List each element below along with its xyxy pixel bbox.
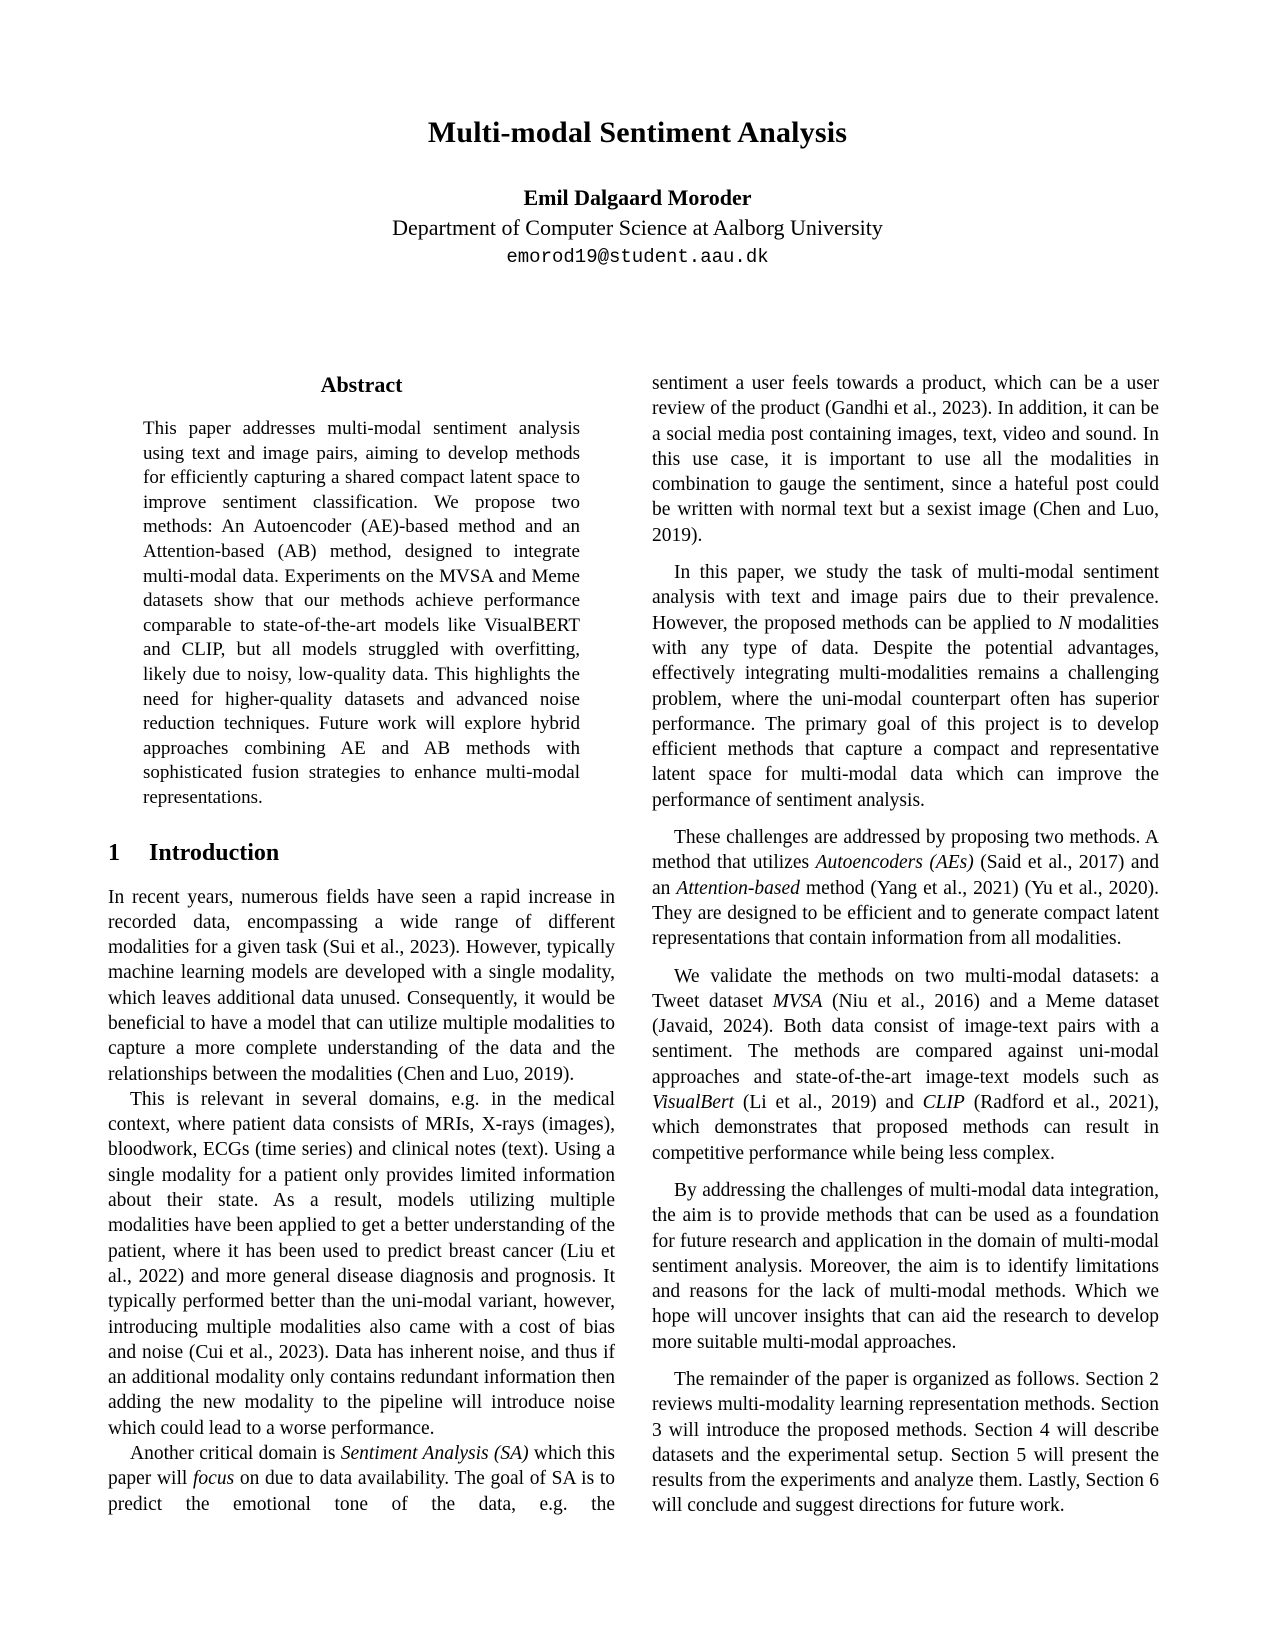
text-run: modalities with any type of data. Despite the potential advantages, effectively integrating multi-modalities remains a challenging problem, where the uni-modal counterpart often has superior performance. The primary goal of this project is to develop efficient methods that capture a compact and representative latent space for multi-modal data which can improve the performance of sentiment analysis. (652, 612, 1159, 811)
left-column (108, 372, 615, 1517)
text-run: These challenges are addressed by proposing two methods. A method that utilizes (652, 827, 1159, 874)
text-run: By addressing the challenges of multi-modal data integration, the aim is to provide methods that can be used as a foundation for future research and application in the domain of multi-modal sentiment analysis. Moreover, the aim is to identify limitations and reasons for the lack of multi-modal methods. Which we hope will uncover insights that can aid the research to develop more suitable multi-modal approaches. (652, 1179, 1159, 1353)
emphasized-text: N (1058, 612, 1072, 634)
text-run: on due to data availability. The goal of SA is to predict the emotional tone of the data, e.g. the (108, 1468, 616, 1515)
intro-paragraph-1 (108, 885, 615, 1087)
emphasized-text: VisualBert (652, 1092, 734, 1114)
intro-paragraph-8 (652, 1367, 1159, 1519)
author-affiliation: Department of Computer Science at Aalborg University (392, 215, 883, 240)
text-run: In recent years, numerous fields have seen a rapid increase in recorded data, encompassing a wide range of different modalities for a given task (Sui et al., 2023). However, typically machine learning models are developed with a single modality, which leaves additional data unused. Consequently, it would be beneficial to have a model that can utilize multiple modalities to capture a more complete understanding of the data and the relationships between the modalities (Chen and Luo, 2019). (108, 886, 615, 1085)
emphasized-text: CLIP (922, 1092, 965, 1114)
text-run: method (Yang et al., 2021) (Yu et al., 2020). They are designed to be efficient and to generate compact latent representations that contain information from all modalities. (652, 877, 1160, 950)
intro-paragraph-4 (652, 560, 1159, 813)
intro-paragraph-3 (108, 1441, 615, 1517)
text-run: We validate the methods on two multi-modal datasets: a Tweet dataset (652, 965, 1159, 1012)
author-email: emorod19@student.aau.dk (506, 246, 769, 268)
text-run: (Radford et al., 2021), which demonstrates that proposed methods can result in competitive performance while being less complex. (652, 1092, 1159, 1164)
section-1-number: 1 (108, 839, 120, 866)
text-run: which this paper will (108, 1443, 615, 1490)
section-1-title: Introduction (149, 839, 280, 866)
abstract-text: This paper addresses multi-modal sentiment analysis using text and image pairs, aiming to develop methods for efficiently capturing a shared compact latent space to improve sentiment classification. We propose two methods: An Autoencoder (AE)-based method and an Attention-based (AB) method, designed to integrate multi-modal data. Experiments on the MVSA and Meme datasets show that our methods achieve performance comparable to state-of-the-art models like VisualBERT and CLIP, but all models struggled with overfitting, likely due to noisy, low-quality data. This highlights the need for higher-quality datasets and advanced noise reduction techniques. Future work will explore hybrid approaches combining AE and AB methods with sophisticated fusion strategies to enhance multi-modal representations. (143, 418, 580, 808)
text-run: This is relevant in several domains, e.g. in the medical context, where patient data consists of MRIs, X-rays (images), bloodwork, ECGs (time series) and clinical notes (text). Using a single modality for a patient only provides limited information about their state. As a result, models utilizing multiple modalities have been applied to get a better understanding of the patient, where it has been used to predict breast cancer (Liu et al., 2022) and more general disease diagnosis and prognosis. It typically performed better than the uni-modal variant, however, introducing multiple modalities also came with a cost of bias and noise (Cui et al., 2023). Data has inherent noise, and thus if an additional modality only contains redundant information then adding the new modality to the pipeline will introduce noise which could lead to a worse performance. (108, 1088, 615, 1439)
right-column (652, 371, 1159, 1519)
emphasized-text: MVSA (772, 990, 823, 1012)
intro-paragraph-6 (652, 964, 1159, 1166)
emphasized-text: Sentiment Analysis (SA) (340, 1443, 529, 1465)
author-block (0, 183, 1275, 271)
text-run: Another critical domain is (130, 1443, 341, 1465)
text-run: (Said et al., 2017) and an (652, 852, 1159, 899)
paper-title: Multi-modal Sentiment Analysis (427, 116, 848, 150)
text-run: sentiment a user feels towards a product, which can be a user review of the product (Gandhi et al., 2023). In addition, it can be a social media post containing images, text, video and sound. In this use case, it is important to use all the modalities in combination to gauge the sentiment, since a hateful post could be written with normal text but a sexist image (Chen and Luo, 2019). (652, 373, 1159, 546)
emphasized-text: Attention-based (676, 877, 800, 899)
intro-paragraph-5 (652, 825, 1159, 951)
section-1-heading (108, 840, 615, 867)
intro-paragraph-3-continued (652, 371, 1159, 548)
intro-paragraph-7 (652, 1178, 1159, 1355)
text-run: In this paper, we study the task of multi-modal sentiment analysis with text and image pairs due to their prevalence. However, the proposed methods can be applied to (652, 562, 1159, 634)
abstract-heading: Abstract (320, 372, 403, 397)
author-name: Emil Dalgaard Moroder (523, 185, 752, 210)
emphasized-text: focus (193, 1468, 235, 1490)
intro-paragraph-2 (108, 1087, 615, 1441)
emphasized-text: Autoencoders (AEs) (815, 852, 974, 874)
text-run: (Niu et al., 2016) and a Meme dataset (Javaid, 2024). Both data consist of image-text pairs with a sentiment. The methods are compared against uni-modal approaches and state-of-the-art image-text models such as (652, 990, 1159, 1088)
text-run: (Li et al., 2019) and (733, 1092, 923, 1114)
text-run: The remainder of the paper is organized as follows. Section 2 reviews multi-modality learning representation methods. Section 3 will introduce the proposed methods. Section 4 will describe datasets and the experimental setup. Section 5 will present the results from the experiments and analyze them. Lastly, Section 6 will conclude and suggest directions for future work. (652, 1368, 1159, 1517)
